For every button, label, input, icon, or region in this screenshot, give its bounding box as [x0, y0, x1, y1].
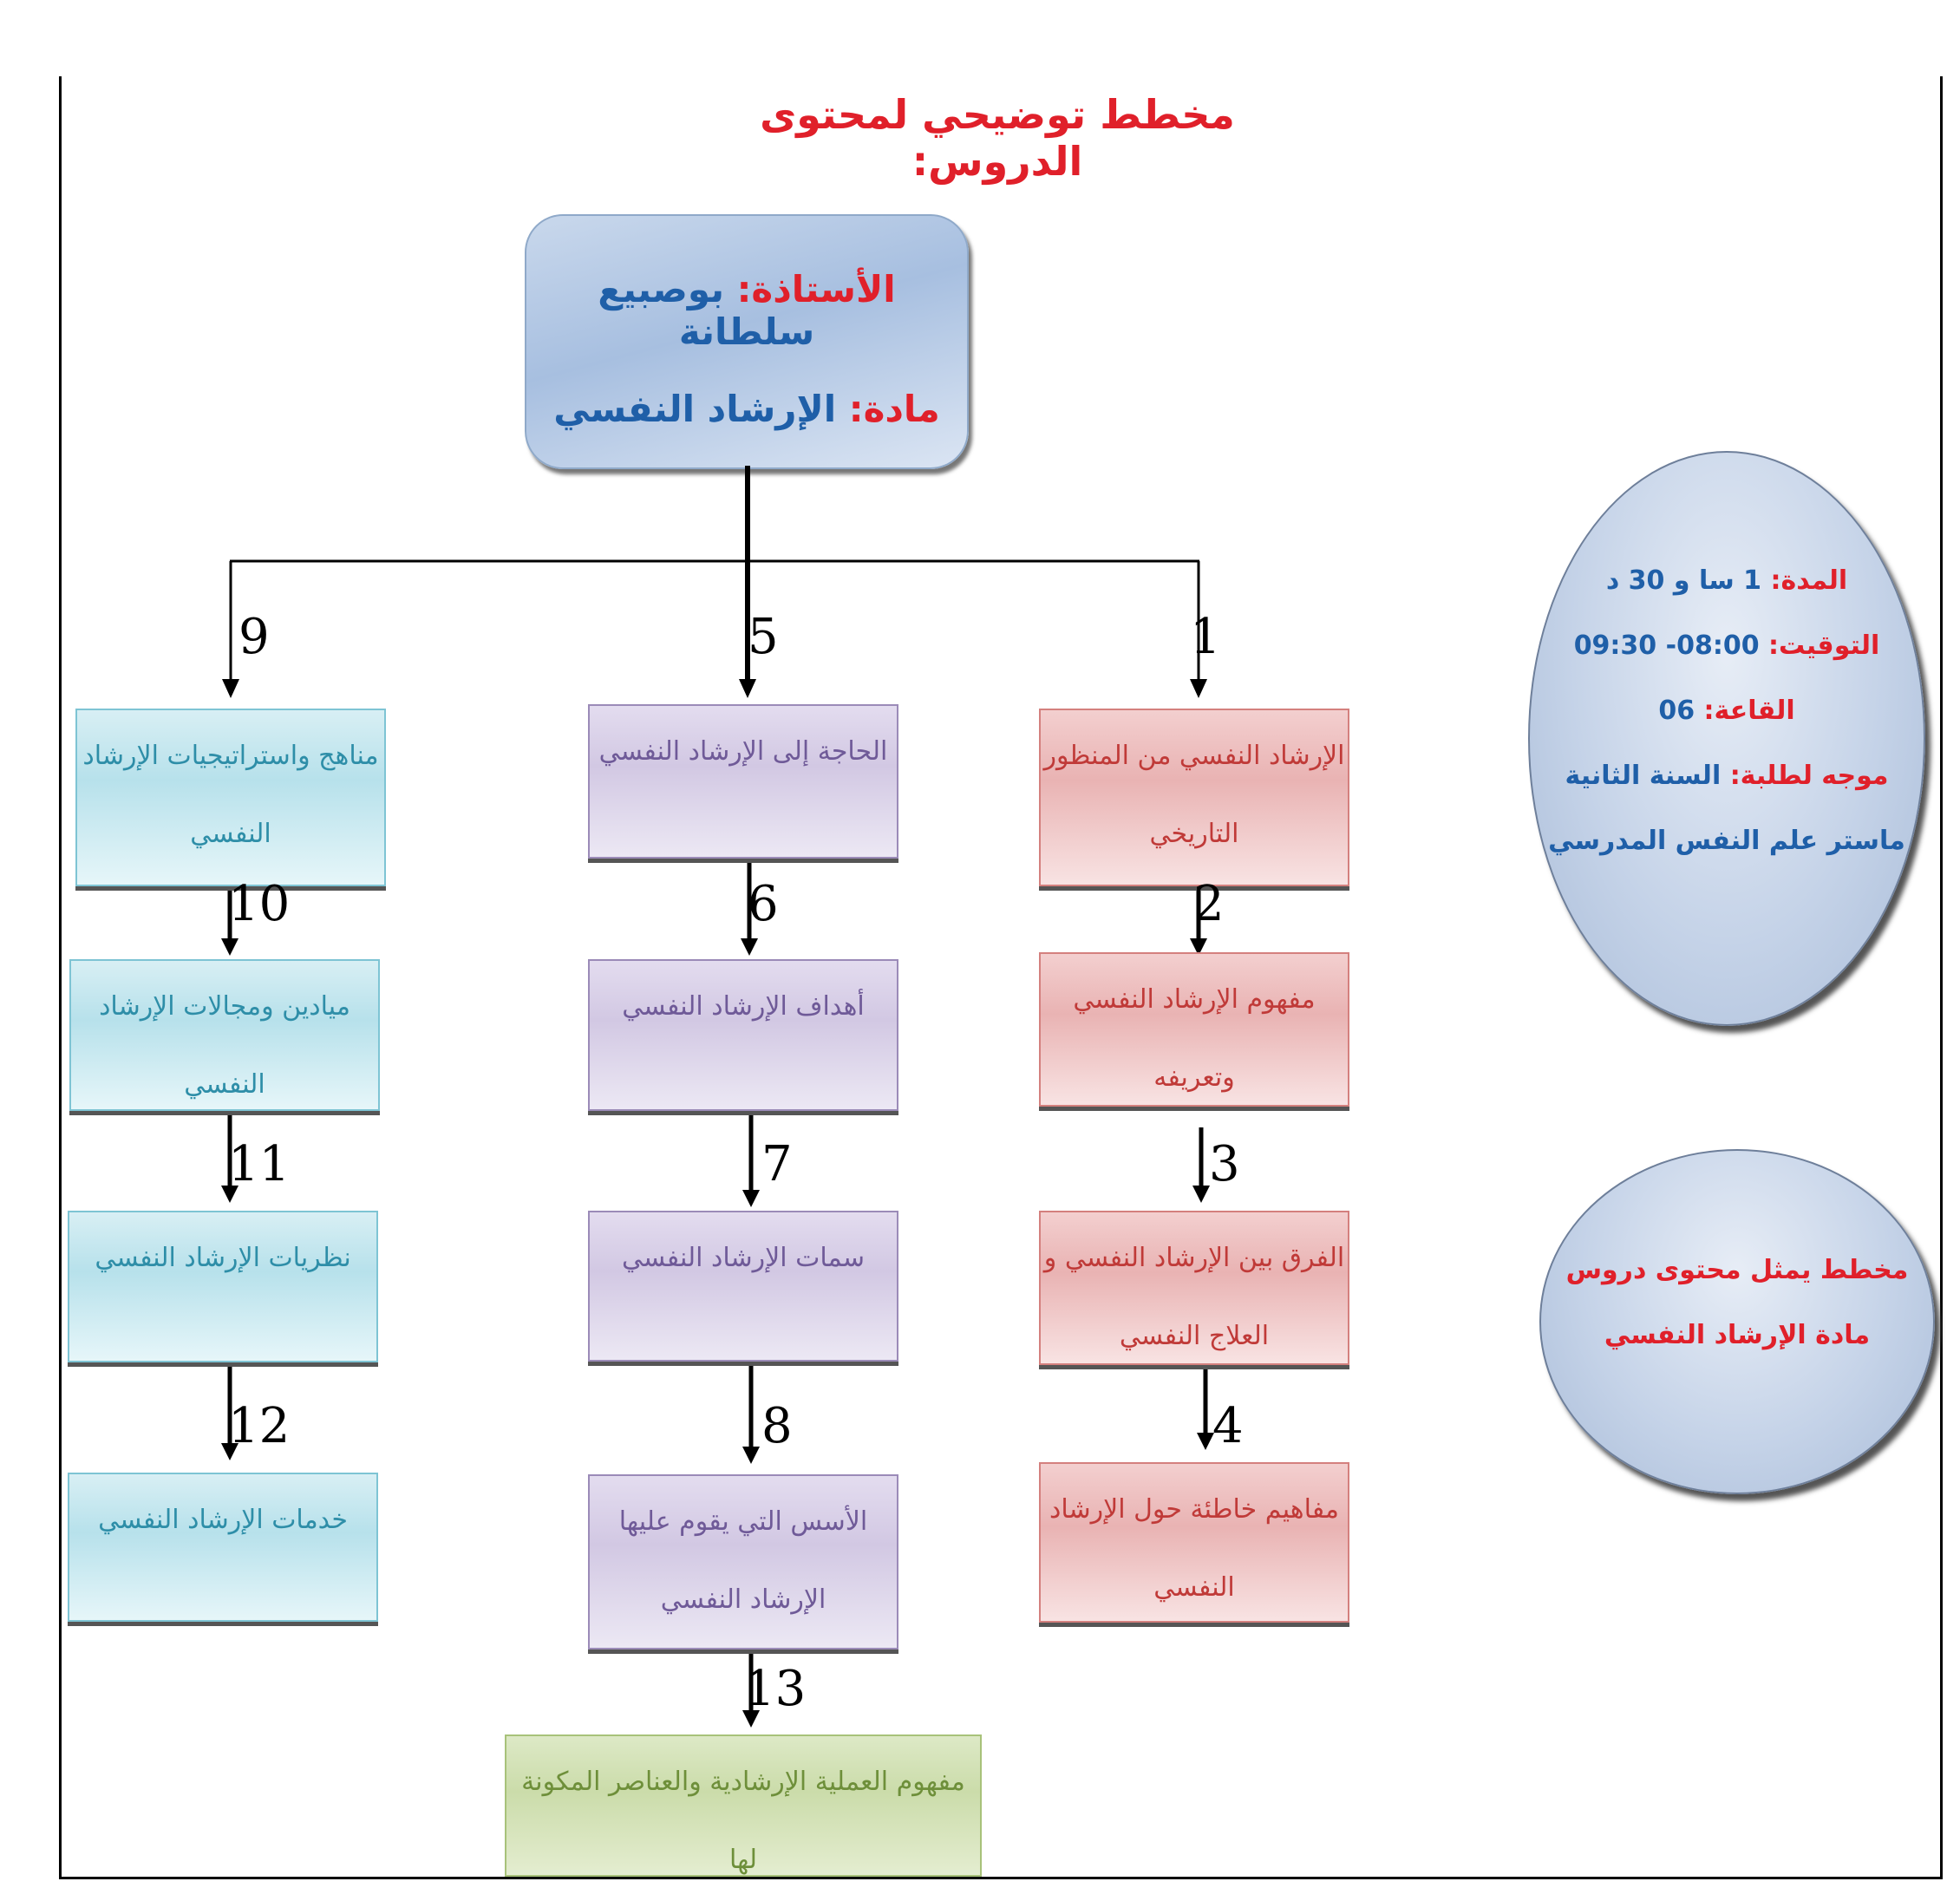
step-number: 11 [228, 1136, 291, 1192]
arrowhead [1190, 679, 1207, 698]
topic-node: مفهوم العملية الإرشادية والعناصر المكونة لها [505, 1734, 982, 1877]
step-number: 12 [228, 1398, 291, 1454]
topic-node: مفهوم الإرشاد النفسي وتعريفه [1039, 952, 1349, 1107]
step-number: 8 [761, 1398, 793, 1454]
subject-label: مادة: [848, 388, 940, 430]
step-number: 10 [228, 876, 291, 932]
topic-node: مفاهيم خاطئة حول الإرشاد النفسي [1039, 1462, 1349, 1623]
step-number: 3 [1209, 1136, 1240, 1192]
audience-label: موجه لطلبة: [1729, 761, 1889, 791]
subject-name: الإرشاد النفسي [553, 388, 837, 430]
note-line-2: مادة الإرشاد النفسي [1604, 1320, 1871, 1350]
step-number: 9 [238, 609, 270, 665]
topic-node: ميادين ومجالات الإرشاد النفسي [69, 959, 380, 1111]
duration-line [1530, 548, 1924, 613]
diagram-title: مخطط توضيحي لمحتوى الدروس: [760, 91, 1235, 185]
audience-value: السنة الثانية [1565, 761, 1722, 791]
duration-label: المدة: [1770, 565, 1848, 596]
duration-value: 1 سا و 30 د [1605, 565, 1762, 596]
time-line [1530, 613, 1924, 678]
topic-node: أهداف الإرشاد النفسي [588, 959, 898, 1111]
audience-line [1530, 743, 1924, 808]
step-number: 13 [744, 1661, 807, 1717]
room-line [1530, 678, 1924, 743]
step-number: 7 [761, 1136, 793, 1192]
topic-node: نظريات الإرشاد النفسي [68, 1211, 378, 1362]
room-value: 06 [1658, 696, 1695, 726]
arrowhead [222, 679, 239, 698]
room-label: القاعة: [1703, 696, 1795, 726]
program-line: ماستر علم النفس المدرسي [1548, 826, 1905, 856]
note-ellipse [1539, 1149, 1935, 1494]
step-number: 5 [748, 609, 779, 665]
time-value: 08:00- 09:30 [1573, 630, 1760, 661]
topic-node: مناهج واستراتيجيات الإرشاد النفسي [75, 709, 386, 886]
topic-node: سمات الإرشاد النفسي [588, 1211, 898, 1362]
topic-node: الفرق بين الإرشاد النفسي و العلاج النفسي [1039, 1211, 1349, 1365]
topic-node: الأسس التي يقوم عليها الإرشاد النفسي [588, 1474, 898, 1649]
step-number: 1 [1190, 609, 1221, 665]
teacher-label: الأستاذة: [736, 268, 896, 310]
info-ellipse [1528, 451, 1925, 1026]
topic-node: الإرشاد النفسي من المنظور التاريخي [1039, 709, 1349, 886]
time-label: التوقيت: [1768, 630, 1880, 661]
step-number: 6 [748, 876, 779, 932]
note-line-1: مخطط يمثل محتوى دروس [1565, 1255, 1909, 1285]
teacher-name: بوصبيع سلطانة [598, 268, 815, 353]
arrowhead [739, 679, 756, 698]
step-number: 4 [1212, 1398, 1244, 1454]
topic-node: خدمات الإرشاد النفسي [68, 1473, 378, 1622]
step-number: 2 [1193, 876, 1225, 932]
topic-node: الحاجة إلى الإرشاد النفسي [588, 704, 898, 859]
